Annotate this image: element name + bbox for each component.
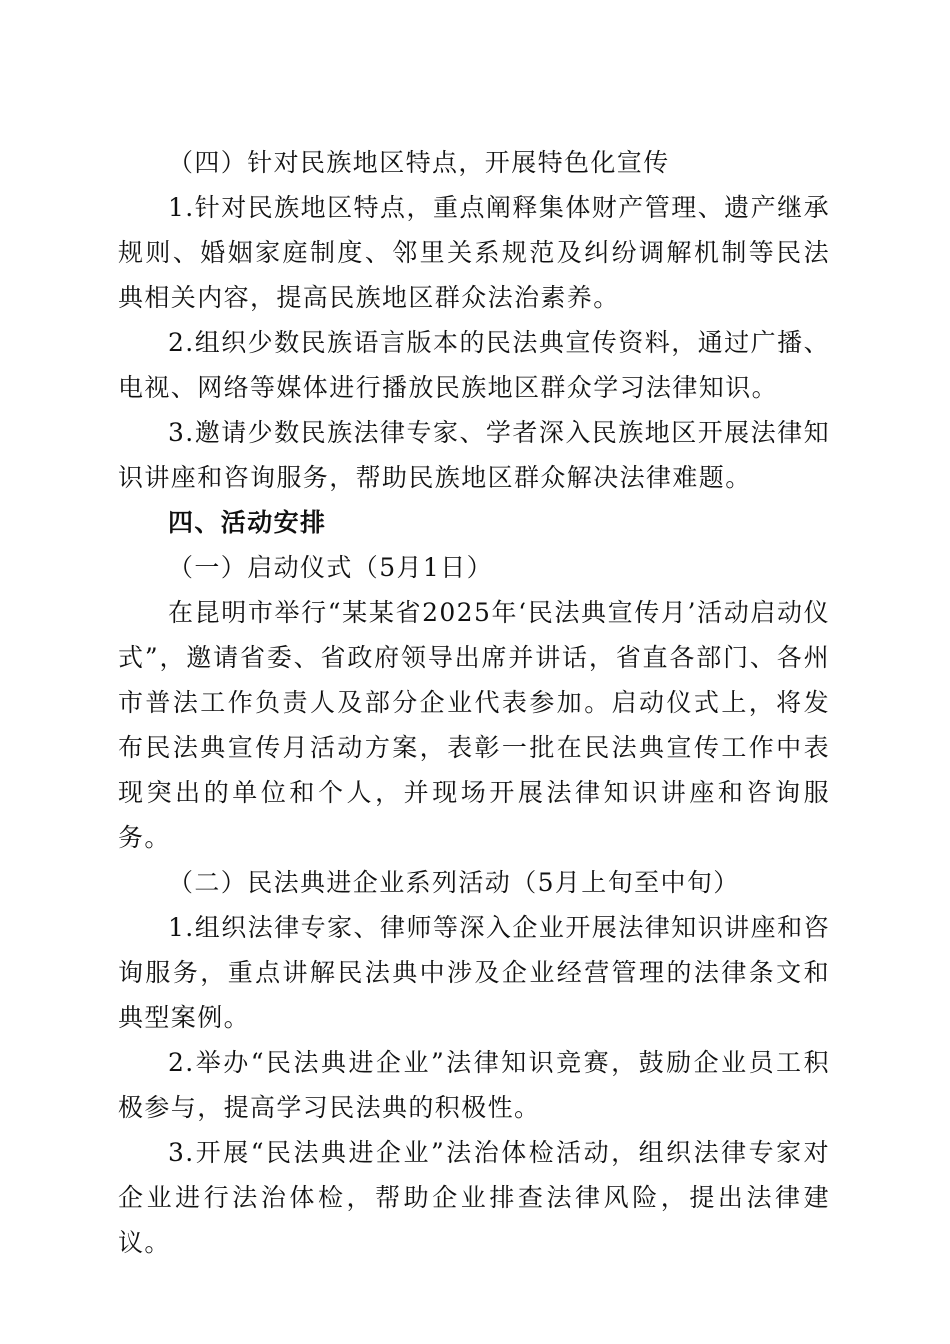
- section-subheading-launch-ceremony: （一）启动仪式（5月1日）: [168, 553, 494, 582]
- paragraph-enterprise-item-1: 1.组织法律专家、律师等深入企业开展法律知识讲座和咨询服务，重点讲解民法典中涉及企业经营管理的法律条文和典型案例。: [118, 913, 830, 1032]
- document-body: [118, 140, 830, 1265]
- paragraph-launch-ceremony: 在昆明市举行“某某省2025年‘民法典宣传月’活动启动仪式”，邀请省委、省政府领导出席并讲话，省直各部门、各州市普法工作负责人及部分企业代表参加。启动仪式上，将发布民法典宣传月活动方案，表彰一批在民法典宣传工作中表现突出的单位和个人，并现场开展法律知识讲座和咨询服务。: [118, 598, 830, 852]
- section-heading-activity-schedule: 四、活动安排: [168, 508, 327, 537]
- paragraph-enterprise-item-2: 2.举办“民法典进企业”法律知识竞赛，鼓励企业员工积极参与，提高学习民法典的积极性。: [118, 1048, 830, 1122]
- paragraph-item-1: 1.针对民族地区特点，重点阐释集体财产管理、遗产继承规则、婚姻家庭制度、邻里关系规范及纠纷调解机制等民法典相关内容，提高民族地区群众法治素养。: [118, 193, 830, 312]
- section-subheading-4: （四）针对民族地区特点，开展特色化宣传: [168, 148, 670, 177]
- section-subheading-enterprise-activities: （二）民法典进企业系列活动（5月上旬至中旬）: [168, 868, 740, 897]
- paragraph-item-2: 2.组织少数民族语言版本的民法典宣传资料，通过广播、电视、网络等媒体进行播放民族地区群众学习法律知识。: [118, 328, 830, 402]
- paragraph-item-3: 3.邀请少数民族法律专家、学者深入民族地区开展法律知识讲座和咨询服务，帮助民族地区群众解决法律难题。: [118, 418, 830, 492]
- paragraph-enterprise-item-3: 3.开展“民法典进企业”法治体检活动，组织法律专家对企业进行法治体检，帮助企业排查法律风险，提出法律建议。: [118, 1138, 830, 1257]
